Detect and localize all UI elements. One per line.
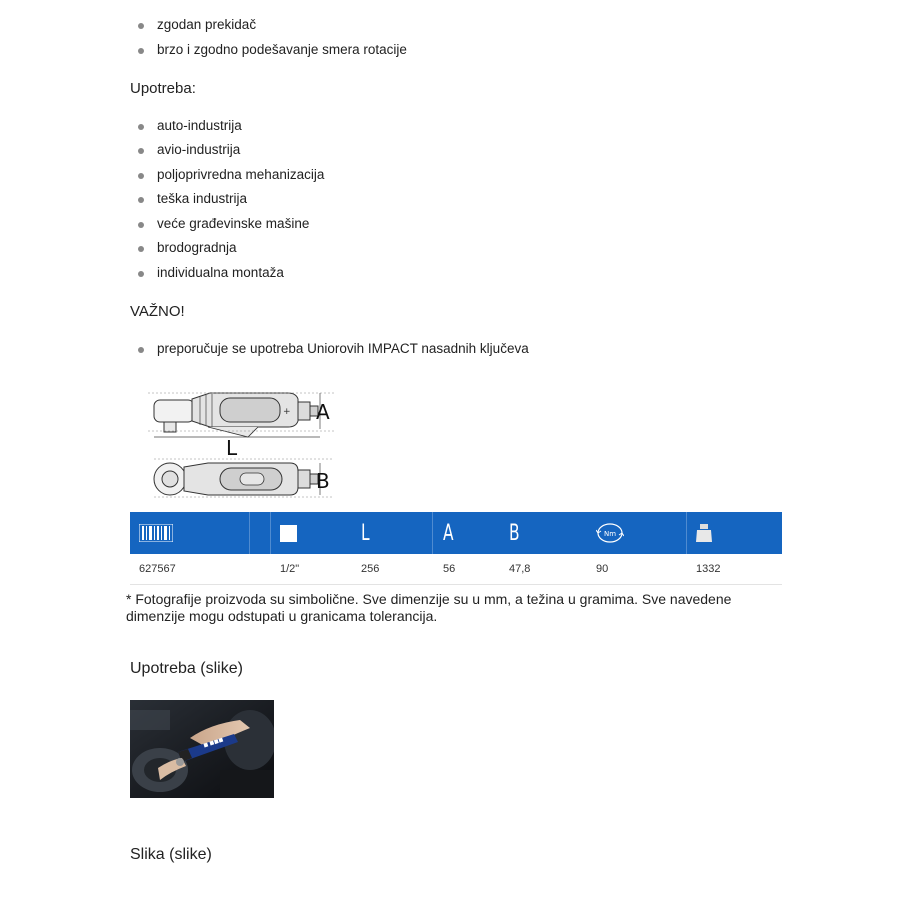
square-drive-icon	[280, 512, 297, 554]
spec-table-row	[130, 557, 782, 585]
usage-images-heading: Upotreba (slike)	[130, 660, 243, 677]
header-a-label: A	[443, 520, 454, 546]
tool-side-view	[148, 393, 334, 460]
svg-text:■ ■■■: ■ ■■■	[202, 736, 225, 749]
list-item: individualna montaža	[157, 265, 284, 280]
images-section-heading: Slika (slike)	[130, 846, 212, 863]
tool-top-view	[154, 459, 334, 497]
list-item: veće građevinske mašine	[157, 216, 310, 231]
list-item: teška industrija	[157, 191, 248, 206]
weight-value: 1332	[696, 563, 721, 575]
barcode-icon	[139, 512, 173, 554]
weight-icon	[696, 512, 712, 554]
important-heading: VAŽNO!	[130, 303, 185, 320]
dimension-l-label: L	[226, 436, 238, 460]
list-item: zgodan prekidač	[157, 17, 257, 32]
list-item: avio-industrija	[157, 142, 241, 157]
dimension-b-value: 47,8	[509, 563, 531, 575]
dimension-a-icon	[443, 512, 458, 554]
header-b-label: B	[509, 520, 520, 546]
tool-dimension-drawing	[148, 385, 338, 503]
list-item: poljoprivredna mehanizacija	[157, 167, 325, 182]
product-code: 627567	[139, 563, 176, 575]
drive-size-value: 1/2"	[280, 563, 300, 575]
spec-table-header	[130, 512, 782, 554]
usage-photo[interactable]	[130, 700, 274, 798]
header-l-label: L	[361, 520, 370, 546]
length-icon	[361, 512, 373, 554]
list-item: brzo i zgodno podešavanje smera rotacije	[157, 42, 407, 57]
svg-text:+: +	[283, 407, 291, 417]
disclaimer-note: * Fotografije proizvoda su simbolične. Sve dimenzije su u mm, a težina u gramima. Sve navedene dimenzije mogu odstupati u granicama tolerancija.	[126, 591, 732, 624]
dimension-a-label: A	[316, 400, 330, 424]
dimension-a-value: 56	[443, 563, 456, 575]
usage-heading: Upotreba:	[130, 80, 196, 97]
dimension-b-icon	[509, 512, 524, 554]
list-item: brodogradnja	[157, 240, 237, 255]
list-item: preporučuje se upotreba Uniorovih IMPACT nasadnih ključeva	[157, 341, 529, 356]
dimension-b-label: B	[316, 469, 330, 493]
torque-value: 90	[596, 563, 609, 575]
torque-icon	[596, 512, 624, 554]
torque-unit-label: Nm	[604, 530, 617, 538]
list-item: auto-industrija	[157, 118, 242, 133]
length-value: 256	[361, 563, 380, 575]
